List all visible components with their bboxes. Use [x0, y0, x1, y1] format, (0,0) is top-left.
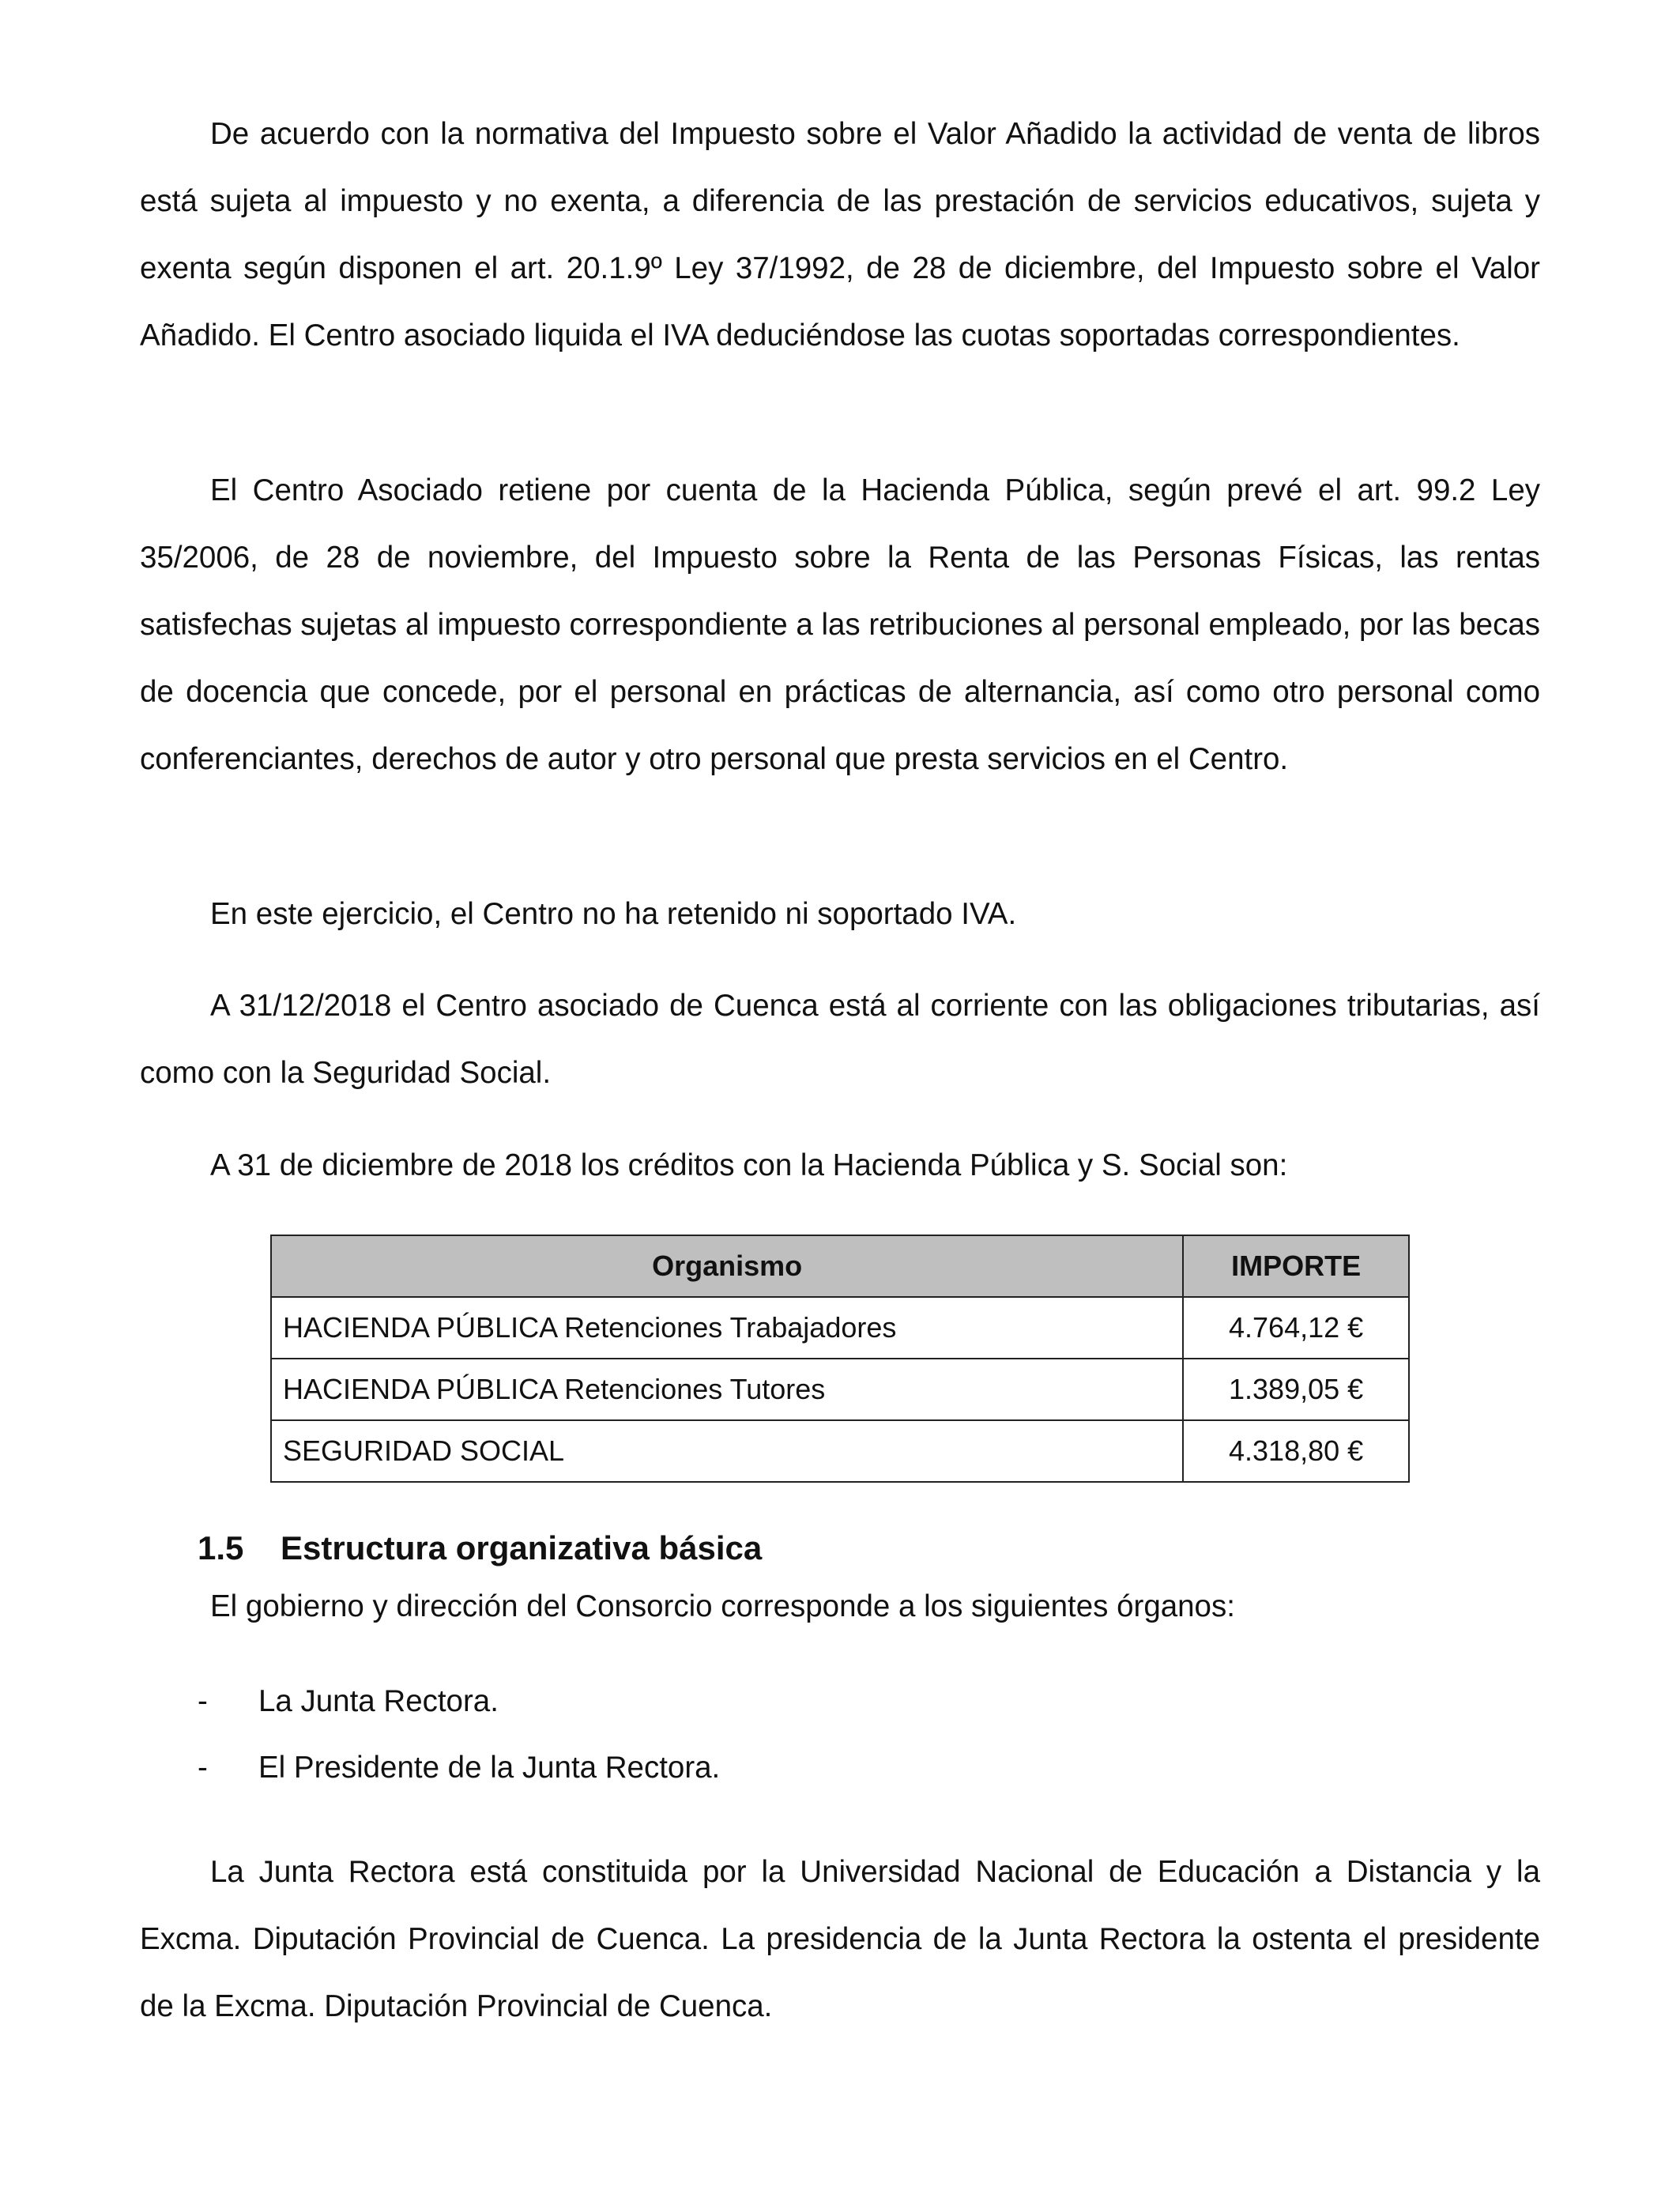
cell-importe: 1.389,05 €	[1183, 1359, 1409, 1420]
table-row	[271, 1297, 1409, 1359]
paragraph-retenciones: El Centro Asociado retiene por cuenta de la Hacienda Pública, según prevé el art. 99.2 Ley 35/2006, de 28 de noviembre, del Impuesto sobre la Renta de las Personas Físicas, las rentas satisfechas sujetas al impuesto correspondiente a las retribuciones al personal empleado, por las becas de docencia que concede, por el personal en prácticas de alternancia, así como otro personal como conferenciantes, derechos de autor y otro personal que presta servicios en el Centro.	[140, 473, 1540, 776]
list-item-text: El Presidente de la Junta Rectora.	[258, 1751, 721, 1785]
paragraph-creditos: A 31 de diciembre de 2018 los créditos con la Hacienda Pública y S. Social son:	[210, 1148, 1288, 1182]
list-item	[198, 1734, 720, 1801]
column-header-importe: IMPORTE	[1183, 1235, 1409, 1297]
section-intro: El gobierno y dirección del Consorcio corresponde a los siguientes órganos:	[210, 1589, 1235, 1623]
list-item	[198, 1668, 499, 1735]
paragraph-junta-rectora: La Junta Rectora está constituida por la Universidad Nacional de Educación a Distancia y la Excma. Diputación Provincial de Cuenca. La presidencia de la Junta Rectora la ostenta el presidente de la Excma. Diputación Provincial de Cuenca.	[140, 1855, 1540, 2023]
column-header-organismo: Organismo	[271, 1235, 1183, 1297]
cell-organismo: HACIENDA PÚBLICA Retenciones Trabajadores	[271, 1297, 1183, 1359]
cell-organismo: HACIENDA PÚBLICA Retenciones Tutores	[271, 1359, 1183, 1420]
cell-importe: 4.764,12 €	[1183, 1297, 1409, 1359]
table-row	[271, 1420, 1409, 1482]
section-heading	[198, 1529, 762, 1567]
list-marker: -	[198, 1684, 208, 1718]
paragraph-corriente: A 31/12/2018 el Centro asociado de Cuenca está al corriente con las obligaciones tributarias, así como con la Seguridad Social.	[140, 989, 1540, 1090]
list-marker: -	[198, 1751, 208, 1785]
paragraph-iva: De acuerdo con la normativa del Impuesto sobre el Valor Añadido la actividad de venta de libros está sujeta al impuesto y no exenta, a diferencia de las prestación de servicios educativos, sujeta y exenta según disponen el art. 20.1.9º Ley 37/1992, de 28 de diciembre, del Impuesto sobre el Valor Añadido. El Centro asociado liquida el IVA deduciéndose las cuotas soportadas correspondientes.	[140, 117, 1540, 352]
paragraph-ejercicio: En este ejercicio, el Centro no ha retenido ni soportado IVA.	[210, 897, 1017, 931]
section-title: Estructura organizativa básica	[281, 1529, 763, 1566]
table-row	[271, 1359, 1409, 1420]
creditos-table	[270, 1235, 1410, 1483]
table-header-row	[271, 1235, 1409, 1297]
list-item-text: La Junta Rectora.	[258, 1684, 499, 1718]
cell-organismo: SEGURIDAD SOCIAL	[271, 1420, 1183, 1482]
section-number: 1.5	[198, 1529, 244, 1566]
cell-importe: 4.318,80 €	[1183, 1420, 1409, 1482]
creditos-table-wrapper	[270, 1235, 1410, 1483]
